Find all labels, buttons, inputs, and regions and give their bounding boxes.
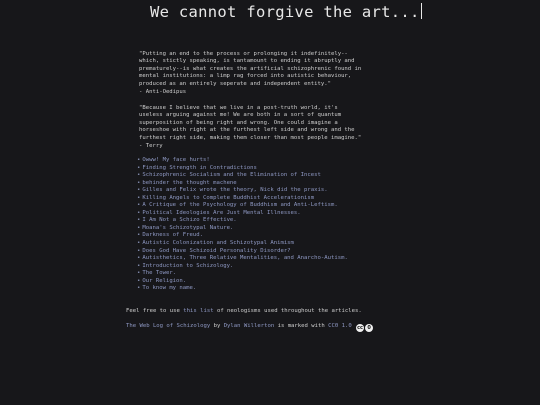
- license-marked-text: is marked with: [274, 323, 329, 329]
- author-link[interactable]: Dylan Willerton: [223, 323, 275, 329]
- post-link[interactable]: A Critique of the Psychology of Buddhism and Anti-Leftism.: [142, 202, 338, 209]
- text-cursor: [421, 3, 422, 19]
- post-link[interactable]: To know my name.: [142, 285, 197, 292]
- bullet-icon: •: [137, 202, 141, 209]
- license-by-text: by: [210, 323, 224, 329]
- bullet-icon: •: [137, 157, 141, 163]
- bullet-icon: •: [137, 217, 141, 224]
- list-item: [137, 240, 348, 248]
- neologisms-suffix: of neologisms used throughout the articles.: [213, 308, 362, 314]
- bullet-icon: •: [137, 164, 141, 171]
- list-item: [137, 180, 348, 188]
- bullet-icon: •: [137, 277, 141, 284]
- bullet-icon: •: [137, 179, 141, 186]
- post-link[interactable]: Owww! My face hurts!: [142, 157, 210, 163]
- quote-attribution: - Terry: [139, 142, 163, 149]
- post-link[interactable]: The Tower.: [142, 270, 177, 277]
- creative-commons-icon: cc: [357, 325, 364, 331]
- bullet-icon: •: [137, 240, 141, 247]
- quote-text: "Because I believe that we live in a post-truth world, it's useless arguing against me! We are both in a sort of quantum superposition of being right and wrong. One could imagine a horseshoe with right at the furthest left side and wrong and the furthest right side, making them closer than most people imagine.": [139, 104, 362, 141]
- license-note: [126, 323, 373, 332]
- post-link[interactable]: Introduction to Schizology.: [142, 262, 234, 269]
- quote-text: "Putting an end to the process or prolonging it indefinitely-- which, stictly speaking, is tantamount to ending it abruptly and prematurely--is what creates the artificial schizophrenic found in mental institutions: a limp rag forced into autistic behaviour, produced as an entirely seperate and independent entity.": [139, 50, 362, 87]
- bullet-icon: •: [137, 285, 141, 292]
- post-link[interactable]: Autistic Colonization and Schizotypal Animism: [142, 240, 294, 247]
- bullet-icon: •: [137, 255, 141, 262]
- list-item: [137, 232, 348, 240]
- post-link[interactable]: Our Religion.: [142, 277, 187, 284]
- list-item: [137, 157, 348, 165]
- list-item: [137, 172, 348, 180]
- neologisms-prefix: Feel free to use: [126, 308, 184, 314]
- list-item: [137, 165, 348, 173]
- list-item: [137, 263, 348, 271]
- post-link[interactable]: Gilles and Felix wrote the theory, Nick did the praxis.: [142, 187, 328, 194]
- license-link[interactable]: CC0 1.0: [328, 323, 352, 329]
- quote-attribution: - Anti-Oedipus: [139, 88, 187, 95]
- list-item: [137, 202, 348, 210]
- cc-zero-icon: 0: [365, 324, 373, 332]
- list-item: [137, 248, 348, 256]
- post-list: [137, 157, 348, 293]
- post-link[interactable]: Darkness of Freud.: [142, 232, 203, 239]
- bullet-icon: •: [137, 270, 141, 277]
- post-link[interactable]: Does God Have Schizoid Personality Disorder?: [142, 247, 291, 254]
- list-item: [137, 278, 348, 286]
- neologisms-note: [126, 308, 362, 314]
- post-link[interactable]: Moana's Schizotypal Nature.: [142, 224, 234, 231]
- bullet-icon: •: [137, 262, 141, 269]
- list-item: [137, 255, 348, 263]
- neologisms-list-link[interactable]: this list: [183, 308, 214, 314]
- post-link[interactable]: behinder the thought machene: [142, 179, 237, 186]
- bullet-icon: •: [137, 232, 141, 239]
- quote-block: [139, 97, 424, 158]
- list-item: [137, 195, 348, 203]
- bullet-icon: •: [137, 209, 141, 216]
- site-name-link[interactable]: The Web Log of Schizology: [126, 323, 211, 329]
- list-item: [137, 210, 348, 218]
- post-link[interactable]: I Am Not a Schizo Effective.: [142, 217, 237, 224]
- post-link[interactable]: Schizophrenic Socialism and the Elimination of Incest: [142, 172, 321, 179]
- list-item: [137, 285, 348, 293]
- list-item: [137, 270, 348, 278]
- post-link[interactable]: Killing Angels to Complete Buddhist Accelerationism: [142, 194, 315, 201]
- bullet-icon: •: [137, 247, 141, 254]
- bullet-icon: •: [137, 187, 141, 194]
- list-item: [137, 217, 348, 225]
- list-item: [137, 225, 348, 233]
- page-title: [150, 3, 422, 21]
- quote-block: [139, 43, 424, 104]
- post-link[interactable]: Finding Strength in Contradictions: [142, 164, 257, 171]
- post-link[interactable]: Autisthetics, Three Relative Mentalities, and Anarcho-Autism.: [142, 255, 348, 262]
- page-title-text: We cannot forgive the art...: [150, 3, 420, 21]
- bullet-icon: •: [137, 224, 141, 231]
- post-link[interactable]: Political Ideologies Are Just Mental Illnesses.: [142, 209, 301, 216]
- list-item: [137, 187, 348, 195]
- bullet-icon: •: [137, 194, 141, 201]
- bullet-icon: •: [137, 172, 141, 179]
